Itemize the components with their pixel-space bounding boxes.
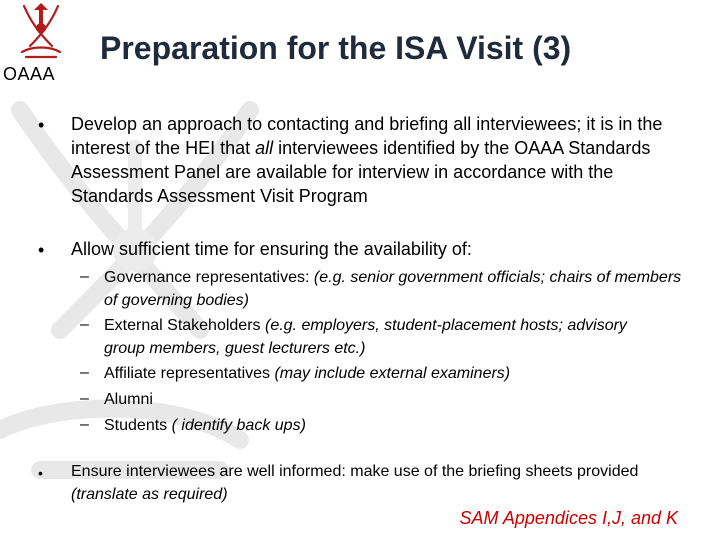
- bullet-2-text: Allow sufficient time for ensuring the availability of:: [71, 239, 472, 259]
- sub-item-students: [104, 414, 694, 437]
- bullet-3-text: [71, 460, 671, 506]
- bullet-1-text: [71, 112, 691, 208]
- sub-item-alumni: [104, 388, 694, 411]
- sub-item-marker: –: [80, 364, 89, 381]
- sub-item-marker: –: [80, 416, 89, 433]
- sub-item-label: External Stakeholders: [104, 317, 265, 334]
- sub-item-detail: (e.g. employers, student-placement hosts; advisory group members, guest lecturers etc.): [104, 317, 627, 357]
- sub-item-label: Governance representatives:: [104, 269, 314, 286]
- sub-item-marker: –: [80, 390, 89, 407]
- sub-item-label: Affiliate representatives: [104, 365, 275, 382]
- sub-item-label: Students: [104, 417, 172, 434]
- bullet-marker: •: [38, 465, 43, 481]
- bullet-1-segment: interviewees identified by the OAAA Standards Assessment Panel are available for interview in accordance with the Standards Assessment Visit Program: [71, 138, 651, 206]
- sub-item-detail: (may include external examiners): [274, 365, 511, 382]
- sub-item-affiliate: [104, 362, 694, 385]
- sub-item-marker: –: [80, 268, 89, 285]
- appendix-reference: SAM Appendices I,J, and K: [459, 508, 678, 528]
- org-label: OAAA: [3, 64, 56, 84]
- bullet-1-emphasis: all: [255, 138, 274, 158]
- bullet-3-segment: Ensure interviewees are well informed: make use of the briefing sheets provided: [71, 463, 639, 480]
- bullet-3-emphasis: (translate as required): [71, 486, 228, 503]
- sub-item-external-stakeholders: [104, 314, 664, 360]
- sub-item-detail: ( identify back ups): [171, 417, 306, 434]
- sub-item-detail: (e.g. senior government officials; chairs of members of governing bodies): [104, 269, 682, 309]
- bullet-marker: •: [38, 115, 45, 135]
- sub-item-marker: –: [80, 316, 89, 333]
- bullet-1-segment: Develop an approach to contacting and briefing all interviewees; it is in the interest of the HEI that: [71, 114, 663, 158]
- bullet-marker: •: [38, 240, 45, 260]
- sub-item-label: Alumni: [104, 391, 153, 408]
- sub-item-governance: [104, 266, 694, 312]
- slide-title: Preparation for the ISA Visit (3): [100, 30, 572, 66]
